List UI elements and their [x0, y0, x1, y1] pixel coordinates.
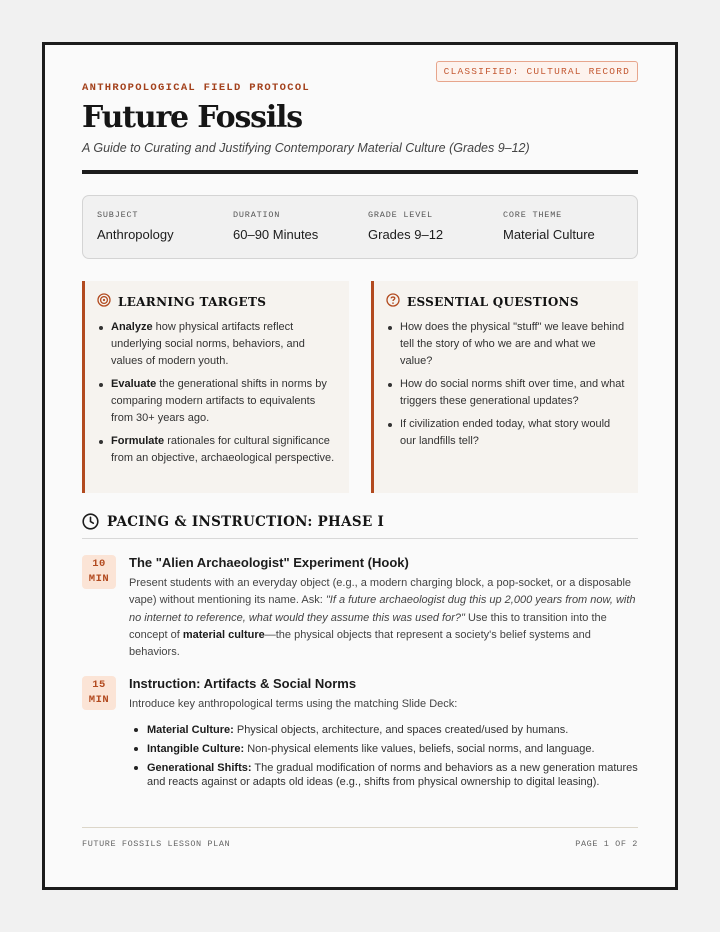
meta-subject	[97, 210, 174, 242]
essential-questions-list	[386, 319, 628, 450]
clock-icon	[82, 513, 99, 535]
learning-targets-heading	[97, 293, 339, 310]
list-item: How does the physical "stuff" we leave behind tell the story of who we are and what we value?	[386, 319, 628, 370]
pacing-step-hook	[129, 555, 638, 661]
meta-label: GRADE LEVEL	[368, 210, 433, 220]
document-eyebrow: ANTHROPOLOGICAL FIELD PROTOCOL	[82, 82, 311, 94]
target-verb: Formulate	[111, 435, 165, 447]
step-body: Introduce key anthropological terms using the matching Slide Deck:	[129, 698, 458, 710]
meta-label: SUBJECT	[97, 210, 139, 220]
meta-grade-level	[368, 210, 443, 242]
meta-label: DURATION	[233, 210, 281, 220]
duration-badge	[82, 676, 116, 710]
list-item	[129, 723, 638, 737]
term-definition: The gradual modification of norms and behaviors as a new generation matures and reacts against or adapts old ideas (e.g., shifts from physical ownership to digital leasing).	[147, 762, 638, 789]
section-title: PACING & INSTRUCTION: PHASE I	[107, 514, 385, 530]
meta-value: 60–90 Minutes	[233, 227, 319, 242]
page-number: PAGE 1 OF 2	[575, 839, 638, 849]
page-title: Future Fossils	[82, 100, 302, 135]
learning-targets-list	[97, 319, 339, 467]
target-icon	[97, 293, 111, 310]
meta-duration	[233, 210, 318, 242]
badge-unit: MIN	[88, 694, 110, 706]
title-divider	[82, 170, 638, 174]
badge-minutes: 15	[92, 679, 106, 691]
term: Material Culture:	[147, 724, 234, 737]
essential-questions-heading	[386, 293, 628, 310]
list-item	[97, 376, 339, 427]
step-title: The "Alien Archaeologist" Experiment (Hook)	[129, 555, 409, 570]
target-text: rationales for cultural significance from an objective, archaeological perspective.	[111, 435, 335, 464]
meta-value: Material Culture	[503, 227, 595, 242]
list-item: How do social norms shift over time, and what triggers these generational updates?	[386, 376, 628, 410]
essential-questions-card	[371, 281, 638, 493]
page-footer	[82, 827, 638, 849]
body-text: Use this to transition into the concept of	[129, 611, 607, 641]
meta-value: Anthropology	[97, 227, 174, 242]
card-title: LEARNING TARGETS	[118, 294, 267, 309]
term-definition: Non-physical elements like values, beliefs, social norms, and language.	[244, 743, 595, 756]
list-item	[97, 319, 339, 370]
term: Intangible Culture:	[147, 743, 245, 756]
term: Generational Shifts:	[147, 762, 252, 775]
card-title: ESSENTIAL QUESTIONS	[407, 294, 579, 309]
body-quote: "If a future archaeologist dug this up 2,000 years from now, with no internet to reference, what would they assume this was used for?"	[129, 594, 636, 624]
page-content	[82, 45, 638, 887]
target-text: how physical artifacts reflect underlying social norms, behaviors, and values of modern youth.	[111, 321, 305, 367]
document-page	[42, 42, 678, 890]
footer-title: FUTURE FOSSILS LESSON PLAN	[82, 839, 231, 849]
terms-list	[129, 723, 638, 789]
badge-unit: MIN	[88, 573, 110, 585]
meta-label: CORE THEME	[503, 210, 563, 220]
list-item: If civilization ended today, what story would our landfills tell?	[386, 416, 628, 450]
target-verb: Analyze	[111, 321, 153, 333]
body-text: Present students with an everyday object (e.g., a modern charging block, a pop-socket, or a disposable vape) without mentioning its name. Ask:	[129, 577, 632, 607]
duration-badge	[82, 555, 116, 589]
classified-stamp: CLASSIFIED: CULTURAL RECORD	[436, 61, 638, 82]
target-verb: Evaluate	[111, 378, 157, 390]
pacing-section-header	[82, 513, 638, 539]
learning-targets-card	[82, 281, 349, 493]
target-text: the generational shifts in norms by comparing modern artifacts to equivalents from 30+ years ago.	[111, 378, 327, 424]
meta-value: Grades 9–12	[368, 227, 444, 242]
pacing-step-instruction	[129, 676, 638, 794]
lesson-meta-panel	[82, 195, 638, 259]
body-term: material culture	[182, 628, 265, 641]
term-definition: Physical objects, architecture, and spaces created/used by humans.	[233, 724, 569, 737]
badge-minutes: 10	[92, 558, 106, 570]
page-subtitle: A Guide to Curating and Justifying Contemporary Material Culture (Grades 9–12)	[82, 141, 530, 155]
step-body	[129, 575, 638, 661]
question-circle-icon	[386, 293, 400, 310]
body-text: —the physical objects that represent a society's belief systems and behaviors.	[129, 628, 591, 659]
meta-core-theme	[503, 210, 595, 242]
list-item	[129, 761, 638, 789]
list-item	[97, 433, 339, 467]
list-item	[129, 742, 638, 756]
step-title: Instruction: Artifacts & Social Norms	[129, 676, 357, 691]
